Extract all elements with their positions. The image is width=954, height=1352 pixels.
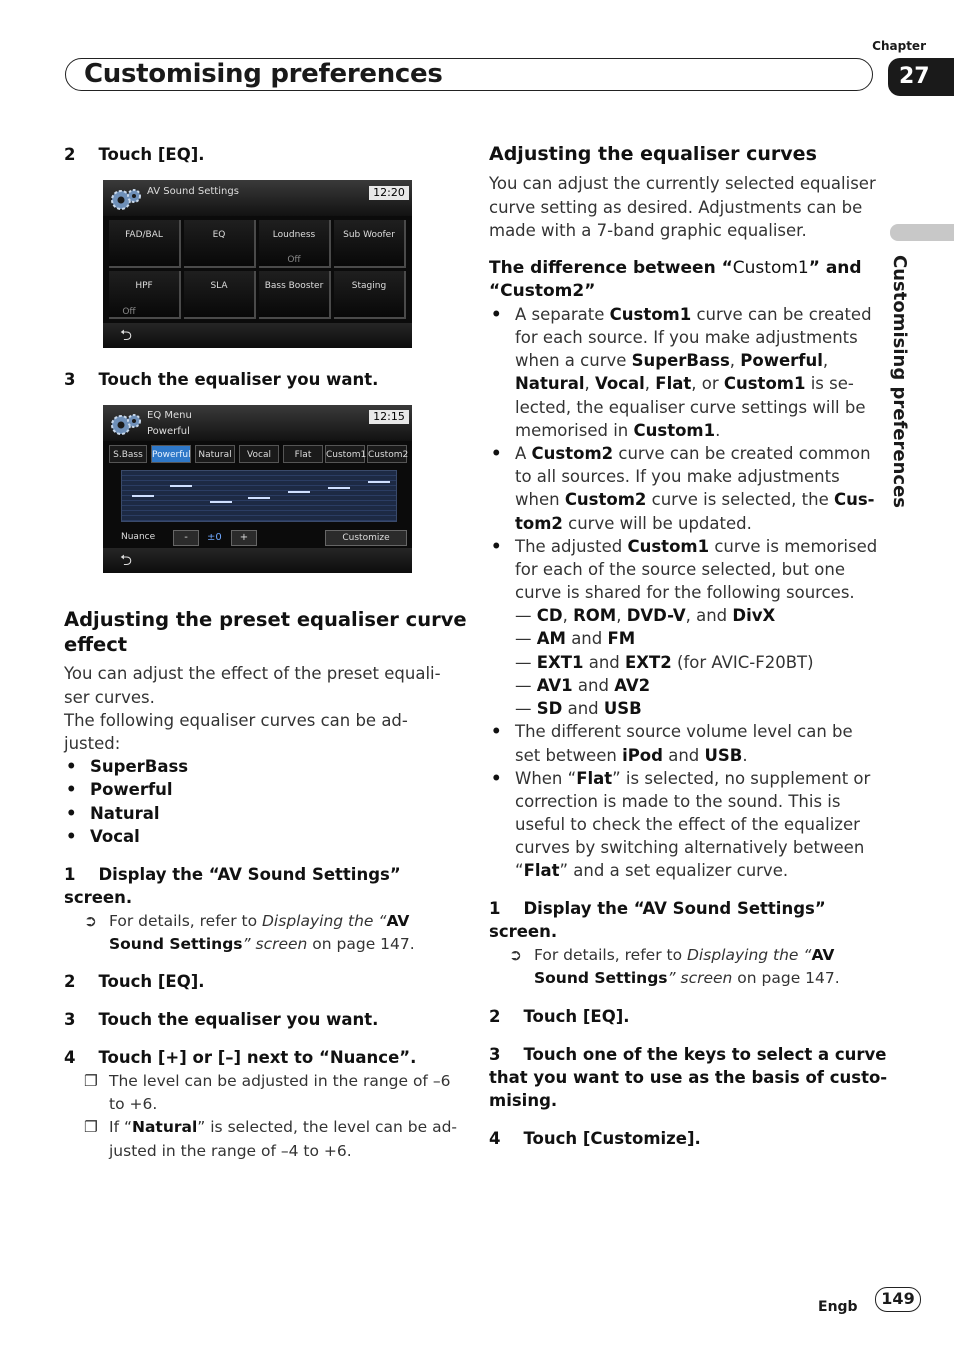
eq-menu-screenshot: [103, 405, 412, 573]
note-line: justed in the range of –4 to +6.: [109, 1142, 352, 1160]
bullet: •: [491, 722, 502, 741]
tab-custom1[interactable]: Custom1: [325, 445, 365, 463]
bullet-line: The different source volume level can be: [515, 722, 853, 741]
nuance-plus-button[interactable]: +: [231, 530, 257, 546]
bullet: •: [66, 804, 77, 823]
curve-item: Powerful: [90, 780, 173, 799]
source-group: — AM and FM: [515, 629, 636, 648]
bullet-line: curves by switching alternatively between: [515, 838, 865, 857]
loudness-button[interactable]: Loudness Off: [259, 220, 331, 268]
chapter-label: Chapter: [872, 39, 926, 53]
screen-bottom-bar: [103, 323, 412, 348]
staging-button[interactable]: Staging: [334, 271, 406, 319]
bullet-line: set between iPod and USB.: [515, 746, 748, 765]
bullet-line: correction is made to the sound. This is: [515, 792, 841, 811]
screen-title: EQ Menu: [147, 410, 192, 421]
bullet: •: [491, 305, 502, 324]
reference-note-cont: Sound Settings” screen on page 147.: [109, 935, 415, 953]
hpf-button[interactable]: HPF Off: [109, 271, 181, 319]
right-step-3-cont: mising.: [489, 1091, 558, 1110]
left-step-2: 2 Touch [EQ].: [64, 972, 205, 991]
paragraph-line: You can adjust the currently selected equaliser: [489, 174, 876, 193]
paragraph-line: justed:: [64, 734, 121, 753]
curve-item: Vocal: [90, 827, 140, 846]
paragraph-line: You can adjust the effect of the preset equali-: [64, 664, 441, 683]
reference-note-cont: Sound Settings” screen on page 147.: [534, 969, 840, 987]
source-group: — EXT1 and EXT2 (for AVIC-F20BT): [515, 653, 814, 672]
sla-button[interactable]: SLA: [184, 271, 256, 319]
left-step-1-cont: screen.: [64, 888, 133, 907]
source-group: — SD and USB: [515, 699, 642, 718]
source-group: — CD, ROM, DVD-V, and DivX: [515, 606, 776, 625]
subheading-difference: The difference between “Custom1” and: [489, 258, 862, 278]
back-arrow-icon[interactable]: ⮌: [119, 326, 132, 344]
nuance-value: ±0: [207, 532, 222, 543]
eq-button[interactable]: EQ: [184, 220, 256, 268]
bullet-line: lected, the equaliser curve settings will be: [515, 398, 866, 417]
bullet: •: [66, 780, 77, 799]
left-step-3a: 3 Touch the equaliser you want.: [64, 370, 379, 389]
eq-band-7: [368, 481, 390, 483]
customize-button[interactable]: Customize: [325, 530, 407, 546]
bullet: •: [66, 827, 77, 846]
note-line: If “Natural” is selected, the level can be ad-: [109, 1118, 457, 1136]
clock: 12:20: [369, 186, 409, 200]
eq-band-1: [132, 495, 154, 497]
bullet-line: “Flat” and a set equalizer curve.: [515, 861, 789, 880]
side-tab-marker: [890, 224, 954, 241]
source-group: — AV1 and AV2: [515, 676, 651, 695]
subheading-difference-cont: “Custom2”: [489, 281, 596, 301]
paragraph-line: curve setting as desired. Adjustments can be: [489, 198, 863, 217]
page-title: Customising preferences: [84, 59, 443, 89]
fad-bal-button[interactable]: FAD/BAL: [109, 220, 181, 268]
side-chapter-title: Customising preferences: [889, 255, 910, 508]
page-number: 149: [875, 1287, 921, 1312]
screen-subtitle: Powerful: [147, 426, 190, 437]
screen-bottom-bar: [103, 548, 412, 573]
checkbox-icon: ❐: [84, 1118, 98, 1136]
bullet-line: when a curve SuperBass, Powerful,: [515, 351, 829, 370]
curve-item: Natural: [90, 804, 160, 823]
right-step-1-cont: screen.: [489, 922, 558, 941]
bullet-line: curve is shared for the following sources.: [515, 583, 855, 602]
bullet-line: useful to check the effect of the equalizer: [515, 815, 860, 834]
eq-band-5: [288, 491, 310, 493]
eq-band-3: [210, 501, 232, 503]
section-heading-preset-1: Adjusting the preset equaliser curve: [64, 608, 467, 631]
right-step-2: 2 Touch [EQ].: [489, 1007, 630, 1026]
chapter-number: 27: [888, 58, 954, 96]
arrow-icon: ➲: [509, 946, 522, 964]
bullet-line: A separate Custom1 curve can be created: [515, 305, 872, 324]
right-step-1: 1 Display the “AV Sound Settings”: [489, 899, 826, 918]
tab-natural[interactable]: Natural: [195, 445, 235, 463]
bullet: •: [491, 769, 502, 788]
clock: 12:15: [369, 410, 409, 424]
tab-sbass[interactable]: S.Bass: [109, 445, 147, 463]
tab-powerful[interactable]: Powerful: [151, 445, 191, 463]
bullet-line: When “Flat” is selected, no supplement or: [515, 769, 871, 788]
bullet-line: Natural, Vocal, Flat, or Custom1 is se-: [515, 374, 854, 393]
bullet-line: when Custom2 curve is selected, the Cus-: [515, 490, 875, 509]
bullet: •: [491, 444, 502, 463]
gear-icon: [107, 411, 143, 437]
curve-item: SuperBass: [90, 757, 189, 776]
right-step-3-cont: that you want to use as the basis of custo-: [489, 1068, 888, 1087]
tab-custom2[interactable]: Custom2: [367, 445, 407, 463]
eq-band-6: [328, 487, 350, 489]
bullet-line: memorised in Custom1.: [515, 421, 721, 440]
bass-booster-button[interactable]: Bass Booster: [259, 271, 331, 319]
gear-icon: [107, 186, 143, 212]
checkbox-icon: ❐: [84, 1072, 98, 1090]
left-step-2a: 2 Touch [EQ].: [64, 145, 205, 164]
av-sound-settings-screenshot: [103, 180, 412, 348]
bullet: •: [491, 537, 502, 556]
bullet-line: The adjusted Custom1 curve is memorised: [515, 537, 878, 556]
bullet-line: for each of the source selected, but one: [515, 560, 845, 579]
reference-note: For details, refer to Displaying the “AV: [534, 946, 835, 964]
left-step-1: 1 Display the “AV Sound Settings”: [64, 865, 401, 884]
left-step-3: 3 Touch the equaliser you want.: [64, 1010, 379, 1029]
section-heading-curves: Adjusting the equaliser curves: [489, 143, 817, 165]
left-step-4: 4 Touch [+] or [–] next to “Nuance”.: [64, 1048, 417, 1067]
right-step-4: 4 Touch [Customize].: [489, 1129, 701, 1148]
section-heading-preset-2: effect: [64, 633, 128, 656]
nuance-label: Nuance: [121, 532, 156, 542]
reference-note: For details, refer to Displaying the “AV: [109, 912, 410, 930]
paragraph-line: The following equaliser curves can be ad-: [64, 711, 408, 730]
sub-woofer-button[interactable]: Sub Woofer: [334, 220, 406, 268]
back-arrow-icon[interactable]: ⮌: [119, 551, 132, 569]
tab-flat[interactable]: Flat: [283, 445, 323, 463]
paragraph-line: ser curves.: [64, 688, 155, 707]
eq-band-2: [170, 485, 192, 487]
tab-vocal[interactable]: Vocal: [239, 445, 279, 463]
screen-title: AV Sound Settings: [147, 186, 239, 197]
note-line: to +6.: [109, 1095, 158, 1113]
language-label: Engb: [818, 1299, 858, 1315]
right-step-3: 3 Touch one of the keys to select a curve: [489, 1045, 887, 1064]
eq-band-4: [248, 497, 270, 499]
bullet-line: tom2 curve will be updated.: [515, 514, 752, 533]
paragraph-line: made with a 7-band graphic equaliser.: [489, 221, 807, 240]
bullet: •: [66, 757, 77, 776]
nuance-minus-button[interactable]: -: [173, 530, 199, 546]
note-line: The level can be adjusted in the range of –6: [109, 1072, 451, 1090]
bullet-line: for each source. If you make adjustments: [515, 328, 858, 347]
arrow-icon: ➲: [84, 912, 97, 930]
bullet-line: A Custom2 curve can be created common: [515, 444, 871, 463]
eq-curve-display: [121, 470, 397, 522]
bullet-line: to all sources. If you make adjustments: [515, 467, 840, 486]
